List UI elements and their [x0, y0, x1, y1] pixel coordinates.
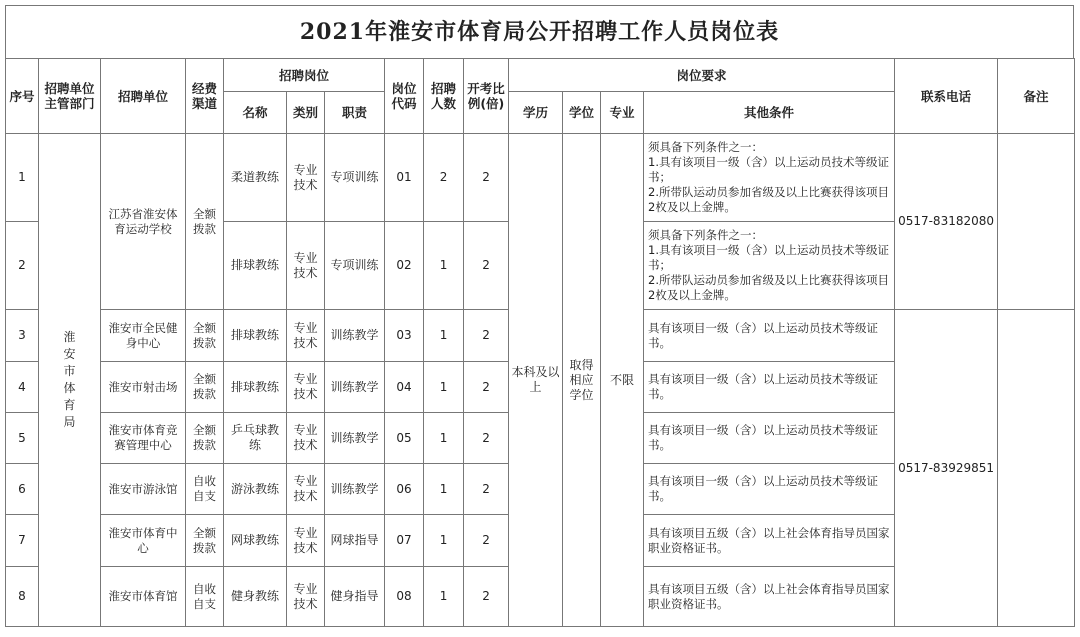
header-degree: 学位: [563, 92, 601, 134]
cell-post-name: 健身教练: [224, 567, 287, 627]
cell-seq: 6: [6, 464, 39, 515]
cell-ratio: 2: [464, 222, 509, 310]
cell-ratio: 2: [464, 413, 509, 464]
cell-post-code: 05: [385, 413, 424, 464]
header-ratio: 开考比例(倍): [464, 59, 509, 134]
page-title: 2021年淮安市体育局公开招聘工作人员岗位表: [5, 5, 1074, 58]
cell-seq: 5: [6, 413, 39, 464]
cell-post-code: 04: [385, 362, 424, 413]
cell-seq: 2: [6, 222, 39, 310]
cell-post-duty: 专项训练: [325, 134, 385, 222]
recruitment-sheet: [5, 5, 1074, 629]
cell-other: 须具备下列条件之一： 1.具有该项目一级（含）以上运动员技术等级证书； 2.所带队运动员参加省级及以上比赛获得该项目2枚及以上金牌。: [644, 134, 895, 222]
header-post-code: 岗位代码: [385, 59, 424, 134]
cell-other: 具有该项目一级（含）以上运动员技术等级证书。: [644, 362, 895, 413]
cell-post-duty: 训练教学: [325, 464, 385, 515]
cell-ratio: 2: [464, 362, 509, 413]
cell-funding: 全额拨款: [186, 134, 224, 310]
cell-unit: 淮安市体育馆: [101, 567, 186, 627]
cell-count: 1: [424, 362, 464, 413]
cell-unit: 淮安市全民健身中心: [101, 310, 186, 362]
cell-unit: 淮安市体育竞赛管理中心: [101, 413, 186, 464]
cell-seq: 7: [6, 515, 39, 567]
header-phone: 联系电话: [895, 59, 998, 134]
cell-post-duty: 健身指导: [325, 567, 385, 627]
cell-other: 具有该项目一级（含）以上运动员技术等级证书。: [644, 310, 895, 362]
header-unit: 招聘单位: [101, 59, 186, 134]
cell-other: 具有该项目一级（含）以上运动员技术等级证书。: [644, 464, 895, 515]
header-other: 其他条件: [644, 92, 895, 134]
cell-post-code: 07: [385, 515, 424, 567]
cell-post-type: 专业技术: [287, 464, 325, 515]
cell-other: 具有该项目五级（含）以上社会体育指导员国家职业资格证书。: [644, 567, 895, 627]
table-row: [6, 134, 1075, 222]
cell-remark: [998, 310, 1075, 627]
header-education: 学历: [509, 92, 563, 134]
cell-seq: 4: [6, 362, 39, 413]
header-funding: 经费渠道: [186, 59, 224, 134]
cell-other: 须具备下列条件之一： 1.具有该项目一级（含）以上运动员技术等级证书； 2.所带队运动员参加省级及以上比赛获得该项目2枚及以上金牌。: [644, 222, 895, 310]
cell-post-duty: 网球指导: [325, 515, 385, 567]
cell-funding: 全额拨款: [186, 362, 224, 413]
cell-remark: [998, 134, 1075, 310]
cell-post-code: 08: [385, 567, 424, 627]
cell-ratio: 2: [464, 567, 509, 627]
header-seq: 序号: [6, 59, 39, 134]
cell-post-type: 专业技术: [287, 413, 325, 464]
cell-ratio: 2: [464, 464, 509, 515]
cell-unit: 淮安市体育中心: [101, 515, 186, 567]
cell-seq: 8: [6, 567, 39, 627]
cell-degree: 取得相应学位: [563, 134, 601, 627]
cell-post-code: 02: [385, 222, 424, 310]
header-row-1: [6, 59, 1075, 92]
cell-seq: 3: [6, 310, 39, 362]
cell-dept: [39, 134, 101, 627]
cell-funding: 自收自支: [186, 464, 224, 515]
header-post-name: 名称: [224, 92, 287, 134]
cell-count: 1: [424, 567, 464, 627]
cell-other: 具有该项目一级（含）以上运动员技术等级证书。: [644, 413, 895, 464]
cell-major: 不限: [601, 134, 644, 627]
cell-post-name: 柔道教练: [224, 134, 287, 222]
cell-education: 本科及以上: [509, 134, 563, 627]
header-dept: 招聘单位主管部门: [39, 59, 101, 134]
cell-funding: 全额拨款: [186, 515, 224, 567]
cell-count: 1: [424, 515, 464, 567]
header-post-group: 招聘岗位: [224, 59, 385, 92]
cell-post-code: 06: [385, 464, 424, 515]
cell-unit: 淮安市射击场: [101, 362, 186, 413]
cell-post-duty: 训练教学: [325, 310, 385, 362]
cell-post-type: 专业技术: [287, 567, 325, 627]
cell-post-duty: 训练教学: [325, 362, 385, 413]
cell-post-code: 03: [385, 310, 424, 362]
cell-count: 1: [424, 222, 464, 310]
header-count: 招聘人数: [424, 59, 464, 134]
header-req-group: 岗位要求: [509, 59, 895, 92]
cell-count: 1: [424, 413, 464, 464]
cell-ratio: 2: [464, 310, 509, 362]
cell-funding: 全额拨款: [186, 413, 224, 464]
header-post-duty: 职责: [325, 92, 385, 134]
dept-name: 淮安市体育局: [63, 330, 76, 429]
cell-post-type: 专业技术: [287, 310, 325, 362]
cell-post-type: 专业技术: [287, 515, 325, 567]
cell-post-duty: 训练教学: [325, 413, 385, 464]
cell-other: 具有该项目五级（含）以上社会体育指导员国家职业资格证书。: [644, 515, 895, 567]
cell-seq: 1: [6, 134, 39, 222]
positions-table: [5, 58, 1075, 627]
cell-count: 1: [424, 464, 464, 515]
cell-post-name: 排球教练: [224, 310, 287, 362]
cell-post-type: 专业技术: [287, 362, 325, 413]
cell-ratio: 2: [464, 515, 509, 567]
cell-post-type: 专业技术: [287, 134, 325, 222]
cell-ratio: 2: [464, 134, 509, 222]
cell-phone: 0517-83182080: [895, 134, 998, 310]
cell-post-duty: 专项训练: [325, 222, 385, 310]
header-remark: 备注: [998, 59, 1075, 134]
header-major: 专业: [601, 92, 644, 134]
cell-post-name: 网球教练: [224, 515, 287, 567]
cell-post-name: 乒乓球教练: [224, 413, 287, 464]
cell-post-code: 01: [385, 134, 424, 222]
cell-funding: 全额拨款: [186, 310, 224, 362]
cell-post-name: 游泳教练: [224, 464, 287, 515]
cell-phone: 0517-83929851: [895, 310, 998, 627]
cell-post-type: 专业技术: [287, 222, 325, 310]
cell-count: 2: [424, 134, 464, 222]
cell-funding: 自收自支: [186, 567, 224, 627]
cell-unit: 江苏省淮安体育运动学校: [101, 134, 186, 310]
cell-post-name: 排球教练: [224, 362, 287, 413]
cell-unit: 淮安市游泳馆: [101, 464, 186, 515]
cell-count: 1: [424, 310, 464, 362]
header-post-type: 类别: [287, 92, 325, 134]
cell-post-name: 排球教练: [224, 222, 287, 310]
